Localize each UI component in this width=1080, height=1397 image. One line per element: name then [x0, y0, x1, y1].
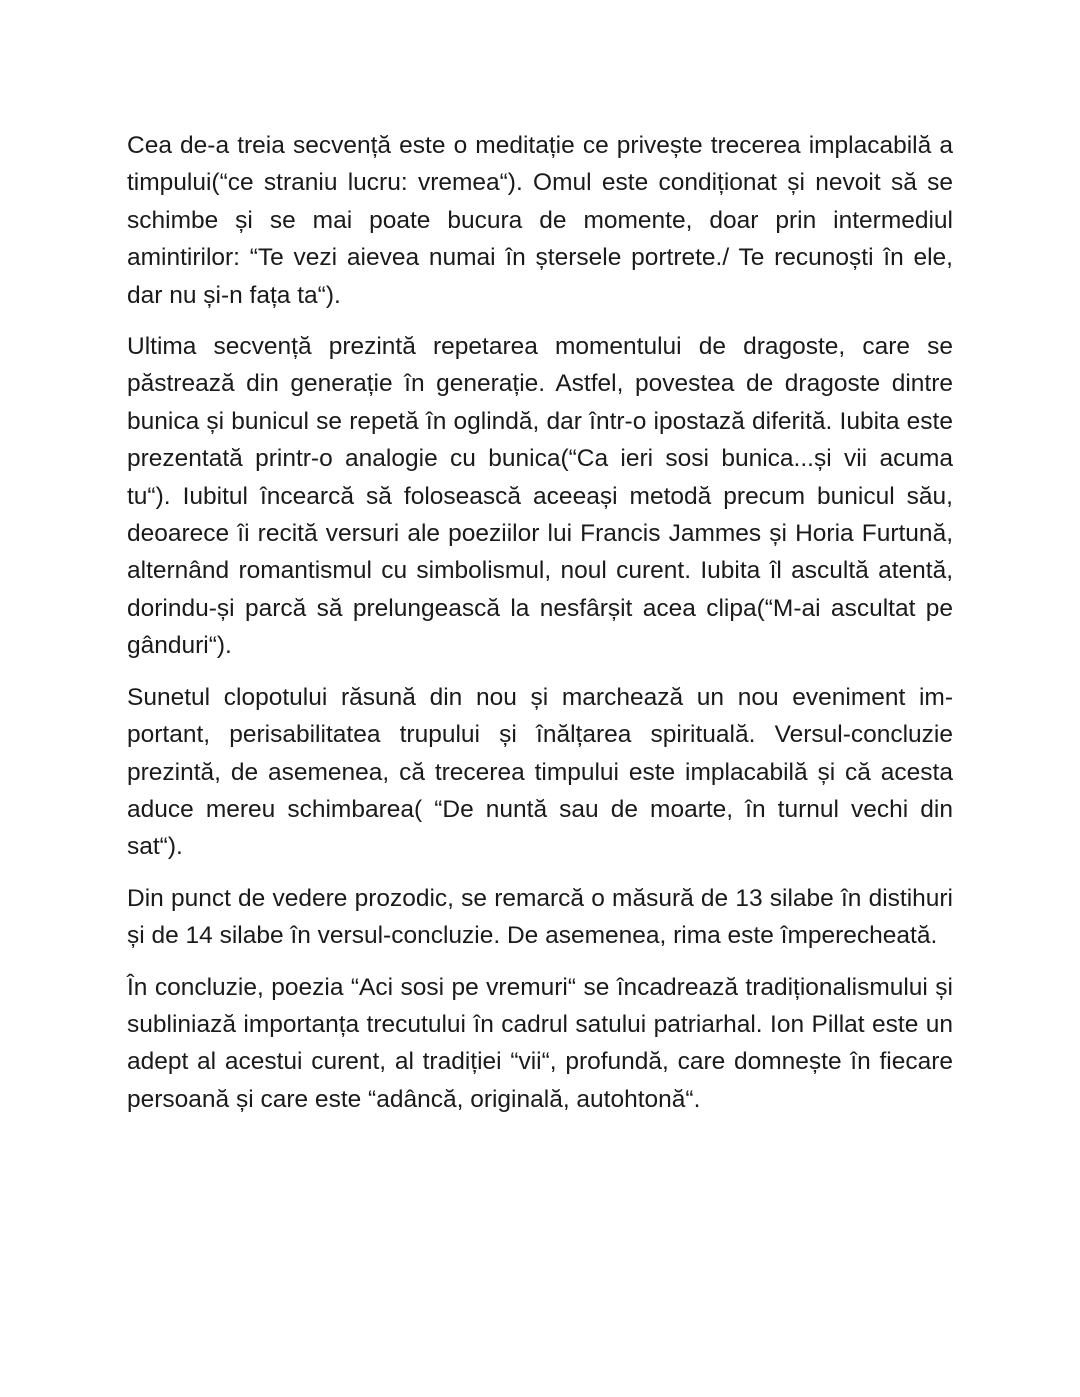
paragraph-bell-sound: Sunetul clopotului răsună din nou și marchează un nou eveniment important, perisabilitatea trupului și înălțarea spirituală. Versul-concluzie prezintă, de asemenea, că trecerea timpului este implacabilă și că acesta aduce mereu schimbarea( “De nuntă sau de moarte, în turnul vechi din sat“). [127, 683, 953, 861]
paragraph-third-sequence: Cea de-a treia secvență este o meditație ce privește trecerea implacabilă a timpului(“ce straniu lucru: vremea“). Omul este condiționat și nevoit să se schimbe și se mai poate bucura de momente, doar prin intermediul amintirilor: “Te vezi aievea numai în ștersele portrete./ Te recunoști în ele, dar nu și-n fața ta“). [127, 132, 953, 309]
paragraph-last-sequence: Ultima secvență prezintă repetarea momentului de dragoste, care se păstrează din generație în generație. Astfel, povestea de dragoste dintre bunica și bunicul se repetă în oglindă, dar într-o ipostază diferită. Iubita este prezentată printr-o analogie cu bunica(“Ca ieri sosi bunica...și vii acuma tu“). Iubitul încearcă să folosească aceeași metodă precum bunicul său, deoarece îi recită versuri ale poeziilor lui Francis Jammes și Horia Furtună, alternând romantismul cu simbolismul, noul curent. Iubita îl ascultă atentă, dorindu-și parcă să prelungească la nesfârșit acea clipa(“M-ai ascultat pe gânduri“). [127, 333, 953, 660]
paragraph-conclusion: În concluzie, poezia “Aci sosi pe vremuri“ se încadrează tradiționalismului și subliniază importanța trecutului în cadrul satului patriarhal. Ion Pillat este un adept al acestui curent, al tradiției “vii“, profundă, care domnește în fiecare persoană și care este “adâncă, originală, autohtonă“. [127, 973, 953, 1113]
paragraph-prosody: Din punct de vedere prozodic, se remarcă o măsură de 13 silabe în distihuri și de 14 silabe în versul-concluzie. De asemenea, rima este împerecheată. [127, 884, 953, 950]
document-page [127, 127, 953, 1132]
